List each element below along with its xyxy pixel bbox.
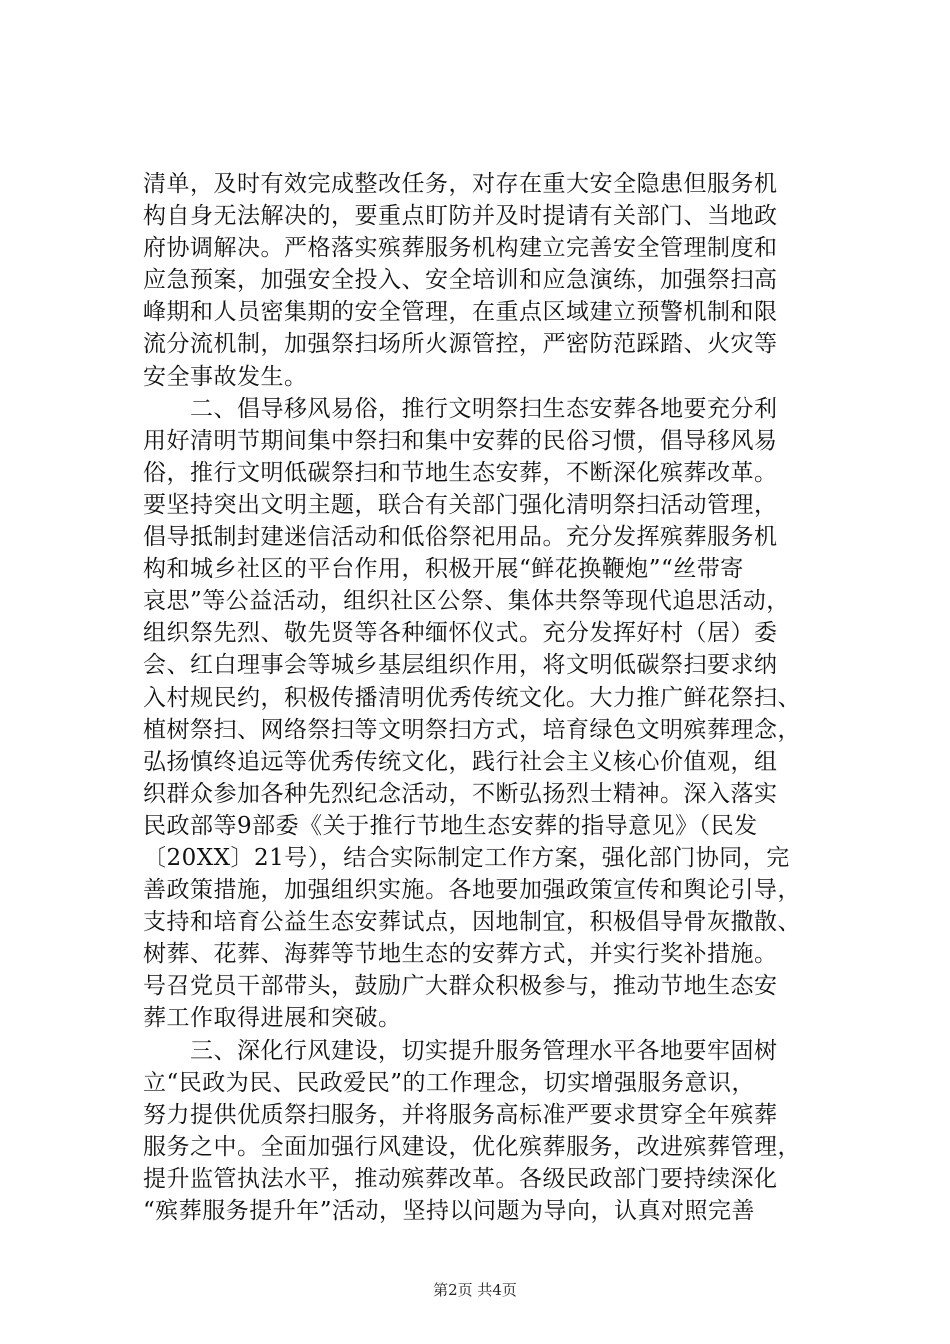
text-line: 组织祭先烈、敬先贤等各种缅怀仪式。充分发挥好村（居）委 bbox=[143, 620, 778, 647]
text-line: 弘扬慎终追远等优秀传统文化，践行社会主义核心价值观，组 bbox=[143, 748, 778, 775]
text-line: 流分流机制，加强祭扫场所火源管控，严密防范踩踏、火灾等 bbox=[143, 331, 778, 358]
text-line: “殡葬服务提升年”活动，坚持以问题为导向，认真对照完善 bbox=[143, 1198, 756, 1224]
text-line: 构和城乡社区的平台作用，积极开展“鲜花换鞭炮”“丝带寄 bbox=[143, 556, 744, 583]
text-line: 俗，推行文明低碳祭扫和节地生态安葬，不断深化殡葬改革。 bbox=[143, 459, 778, 486]
text-line: 清单，及时有效完成整改任务，对存在重大安全隐患但服务机 bbox=[143, 171, 778, 197]
text-line: 〔20XX〕21号），结合实际制定工作方案，强化部门协同，完 bbox=[143, 844, 790, 871]
text-line: 会、红白理事会等城乡基层组织作用，将文明低碳祭扫要求纳 bbox=[143, 652, 778, 679]
text-line: 用好清明节期间集中祭扫和集中安葬的民俗习惯，倡导移风易 bbox=[143, 427, 778, 454]
document-body bbox=[143, 168, 833, 1227]
text-line: 善政策措施，加强组织实施。各地要加强政策宣传和舆论引导， bbox=[143, 877, 801, 904]
text-line: 树葬、花葬、海葬等节地生态的安葬方式，并实行奖补措施。 bbox=[143, 941, 778, 968]
text-line: 努力提供优质祭扫服务，并将服务高标准严要求贯穿全年殡葬 bbox=[143, 1101, 778, 1128]
text-line: 葬工作取得进展和突破。 bbox=[143, 1005, 402, 1032]
page-footer: 第2页 共4页 bbox=[433, 1281, 517, 1299]
text-line: 府协调解决。严格落实殡葬服务机构建立完善安全管理制度和 bbox=[143, 235, 778, 262]
text-line: 二、倡导移风易俗，推行文明祭扫生态安葬各地要充分利 bbox=[143, 395, 778, 422]
text-line: 立“民政为民、民政爱民”的工作理念，切实增强服务意识， bbox=[143, 1069, 756, 1096]
text-line: 民政部等9部委《关于推行节地生态安葬的指导意见》（民发 bbox=[143, 812, 758, 839]
text-line: 提升监管执法水平，推动殡葬改革。各级民政部门要持续深化 bbox=[143, 1165, 778, 1192]
text-line: 服务之中。全面加强行风建设，优化殡葬服务，改进殡葬管理， bbox=[143, 1133, 801, 1160]
text-line: 应急预案，加强安全投入、安全培训和应急演练，加强祭扫高 bbox=[143, 267, 778, 294]
text-line: 要坚持突出文明主题，联合有关部门强化清明祭扫活动管理， bbox=[143, 491, 778, 518]
text-line: 三、深化行风建设，切实提升服务管理水平各地要牢固树 bbox=[143, 1037, 778, 1064]
text-line: 号召党员干部带头，鼓励广大群众积极参与，推动节地生态安 bbox=[143, 973, 778, 1000]
text-line: 构自身无法解决的，要重点盯防并及时提请有关部门、当地政 bbox=[143, 203, 778, 230]
text-line: 入村规民约，积极传播清明优秀传统文化。大力推广鲜花祭扫、 bbox=[143, 684, 801, 711]
text-line: 安全事故发生。 bbox=[143, 363, 308, 390]
text-line: 哀思”等公益活动，组织社区公祭、集体共祭等现代追思活动， bbox=[143, 588, 790, 615]
text-line: 植树祭扫、网络祭扫等文明祭扫方式，培育绿色文明殡葬理念， bbox=[143, 716, 801, 743]
text-line: 倡导抵制封建迷信活动和低俗祭祀用品。充分发挥殡葬服务机 bbox=[143, 524, 778, 551]
text-line: 峰期和人员密集期的安全管理，在重点区域建立预警机制和限 bbox=[143, 299, 778, 326]
text-line: 织群众参加各种先烈纪念活动，不断弘扬烈士精神。深入落实 bbox=[143, 780, 778, 807]
text-line: 支持和培育公益生态安葬试点，因地制宜，积极倡导骨灰撒散、 bbox=[143, 909, 801, 936]
